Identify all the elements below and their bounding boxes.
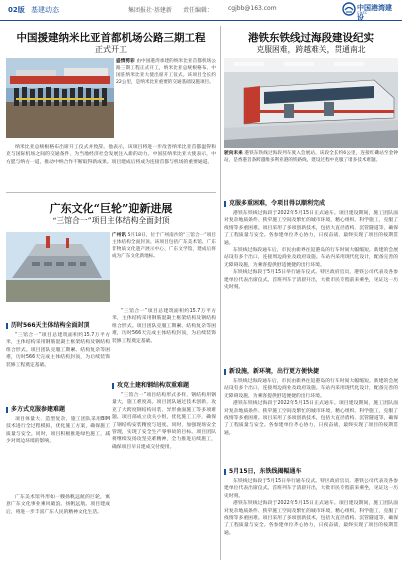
body-paragraph: “三馆合一”项目总建筑面积约15.7万平方米，主体结构采用钢筋混凝土框架结构及钢结构组合形式。项目团队克服工期紧、结构复杂等困难，历时566天完成主体结构封顶，为后续装饰装修工程奠定基础。 xyxy=(6,333,110,368)
page-number: 02版 xyxy=(8,6,25,14)
culture-body-2 xyxy=(6,416,110,492)
rail-body-1 xyxy=(224,210,398,364)
logo-subtext: CHEC xyxy=(357,11,368,15)
sub-heading-text: 攻克土建和钢结构双重难题 xyxy=(117,382,190,389)
body-paragraph: “三馆合一”项目结构形式多样，钢结构用钢量大，施工难度高。项目团队通过技术创新，攻克了大跨度钢结构吊装、异形曲面施工等多项难题。项目部成立攻关小组，优化施工工序，确保了钢结构安装精度与进度。同时，加强现场安全管理，实现了安全生产零事故的目标。项目团队将继续发扬攻坚克难精神，全力推进后续施工，确保项目早日建成交付使用。 xyxy=(112,393,216,450)
rail-sub-heading-1 xyxy=(224,198,398,207)
body-paragraph: 东铁线过海段于5月15日举行通车仪式。特区政府官员、港铁公司代表及各参建单位代表出席仪式。首班列车于清晨开出，大批市民专程前来乘坐，见证这一历史时刻。 xyxy=(224,270,398,291)
body-paragraph: 港铁东铁线过海段于2022年5月15日正式通车。项目建设期间，施工团队面对复杂地质条件、狭窄施工空间及繁忙的城市环境，精心组织、科学施工，克服了疫情等多重困难。项目采用了多项创新技术，包括大直径盾构、沉管隧道等，确保了工程质量与安全。各参建单位齐心协力，日夜奋战，最终实现了项目的按期贯通。 xyxy=(224,401,398,436)
page-header xyxy=(0,0,402,21)
culture-sub-heading-1 xyxy=(6,320,110,329)
culture-sub-heading-2 xyxy=(6,404,110,413)
sub-heading-text: 新设施，新环境，出行更方便快捷 xyxy=(229,368,320,375)
body-paragraph: 纳米比亚总统根格布出席开工仪式并致辞。他表示，该项目将进一步改善纳米比亚首都温得和克与国际机场之间的交通条件，为当地经济社会发展注入新的动力。中国驻纳米比亚大使表示，中方愿与纳方一道，推动中纳合作不断取得新成果。项目建成后将成为连接首都与机场的重要通道。 xyxy=(6,145,216,165)
body-paragraph: 东铁线过海段通车后，市民由新界往返港岛的行车时间大幅缩短。新建的会展站设有多个出口，连接周边商业及政府设施。车站内采用现代化设计，配备完善的无障碍设施，为乘客提供舒适便捷的出行环境。 xyxy=(224,379,398,399)
body-paragraph: 项目体量大、造型复杂，施工团队采用BIM技术进行全过程模拟，优化施工方案，确保施工质量与安全。同时，项目积极推进绿色施工，减少对周边环境的影响。 xyxy=(6,417,110,445)
caption-lead: 广州讯 xyxy=(112,233,127,238)
rail-sub-heading-3 xyxy=(224,466,398,475)
culture-sub-heading-3 xyxy=(112,380,216,389)
article-subtitle-airport-road: 正式开工 xyxy=(95,45,127,54)
company-logo xyxy=(342,2,398,22)
body-paragraph: “三馆合一”项目总建筑面积约15.7万平方米，主体结构采用钢筋混凝土框架结构及钢结构组合形式。项目团队克服工期紧、结构复杂等困难，历时566天完成主体结构封顶，为后续装饰装修工程奠定基础。 xyxy=(112,309,216,344)
editor-label: 责任编辑： xyxy=(183,7,214,14)
airport-road-caption xyxy=(116,58,216,140)
east-rail-caption xyxy=(224,150,398,178)
rail-sub-heading-2 xyxy=(224,366,398,375)
airport-road-photo xyxy=(6,58,114,138)
airport-road-body xyxy=(6,144,216,184)
culture-body-right-top xyxy=(112,308,216,376)
article-title-airport-road: 中国援建纳米比亚首都机场公路三期工程 xyxy=(16,32,206,44)
article-title-culture-ship: 广东文化“巨轮”迎新进展 xyxy=(49,202,173,215)
article-title-east-rail: 港铁东铁线过海段建设纪实 xyxy=(248,32,374,44)
caption-text: 由中国港湾承建的纳米比亚首都机场公路三期工程正式开工，纳米比亚总统根格布、中国驻纳米比亚大使出席开工仪式。该项目全长约22公里，是纳米比亚重要的交通基础设施项目。 xyxy=(116,59,216,85)
editor-email: cgjbb@163.com xyxy=(228,5,277,12)
rail-body-3 xyxy=(224,478,398,560)
caption-text: 5月18日，位于广州南沙的“三馆合一”项目主体结构全面封顶。该项目包括广东美术馆、广东非物质文化遗产展示中心、广东文学馆，建成后将成为广东文化新地标。 xyxy=(112,233,216,259)
article-subtitle-culture-ship: “三馆合一”项目主体结构全面封顶 xyxy=(52,216,170,225)
body-paragraph: 东铁线过海段于5月15日举行通车仪式。特区政府官员、港铁公司代表及各参建单位代表出席仪式。首班列车于清晨开出，大批市民专程前来乘坐，见证这一历史时刻。 xyxy=(224,479,398,499)
caption-lead: 驶向未来 xyxy=(224,151,243,156)
caption-text: 港铁东铁线过海段列车驶入会展站。该段全长约6公里，连接红磡站至金钟站，是香港首条跨越维多利亚港的铁路线，建设过程中克服了诸多技术难题。 xyxy=(224,151,398,163)
rail-body-2 xyxy=(224,378,398,462)
logo-text: 中国港湾建设 xyxy=(357,4,392,22)
culture-body-4 xyxy=(112,392,216,560)
article-subtitle-east-rail: 克服困难，跨越难关，贯通南北 xyxy=(256,45,366,54)
column-divider xyxy=(220,26,221,560)
culture-ship-photo xyxy=(6,232,110,302)
sub-heading-text: 克服多重困难，令项目得以顺利完成 xyxy=(229,200,326,207)
culture-body-3 xyxy=(6,494,110,560)
body-paragraph: 港铁东铁线过海段于2022年5月15日正式通车。项目建设期间，施工团队面对复杂地质条件、狭窄施工空间及繁忙的城市环境，精心组织、科学施工，克服了疫情等多重困难。项目采用了多项创新技术，包括大直径盾构、沉管隧道等，确保了工程质量与安全。各参建单位齐心协力，日夜奋战，最终实现了项目的按期贯通。 xyxy=(224,211,398,246)
caption-lead: 盛情剪彩 xyxy=(116,59,135,64)
section-title: 基建动态 xyxy=(31,6,59,14)
body-paragraph: 东铁线过海段通车后，市民由新界往返港岛的行车时间大幅缩短。新建的会展站设有多个出口，连接周边商业及政府设施。车站内采用现代化设计，配备完善的无障碍设施，为乘客提供舒适便捷的出行环境。 xyxy=(224,248,398,268)
body-paragraph: 广东美术馆外形如一艘扬帆远航的巨轮，寓意广东文化事业乘风破浪、扬帆远航。项目建成后，将进一步丰富广东人民的精神文化生活。 xyxy=(6,495,110,515)
culture-ship-caption xyxy=(112,232,216,304)
sub-heading-text: 历时566天主体结构全面封顶 xyxy=(11,322,90,329)
east-rail-photo xyxy=(224,58,398,148)
body-paragraph: 港铁东铁线过海段于2022年5月15日正式通车。项目建设期间，施工团队面对复杂地质条件、狭窄施工空间及繁忙的城市环境，精心组织、科学施工，克服了疫情等多重困难。项目采用了多项创新技术，包括大直径盾构、沉管隧道等，确保了工程质量与安全。各参建单位齐心协力，日夜奋战，最终实现了项目的按期贯通。 xyxy=(224,501,398,536)
article-divider xyxy=(6,192,216,193)
paper-name: 集团报社·基建新 xyxy=(128,7,172,14)
logo-icon xyxy=(342,2,356,16)
culture-body-1 xyxy=(6,332,110,400)
sub-heading-text: 多方式克服参建难题 xyxy=(11,406,66,413)
sub-heading-text: 5月15日，东铁线揭幅通车 xyxy=(229,468,302,475)
